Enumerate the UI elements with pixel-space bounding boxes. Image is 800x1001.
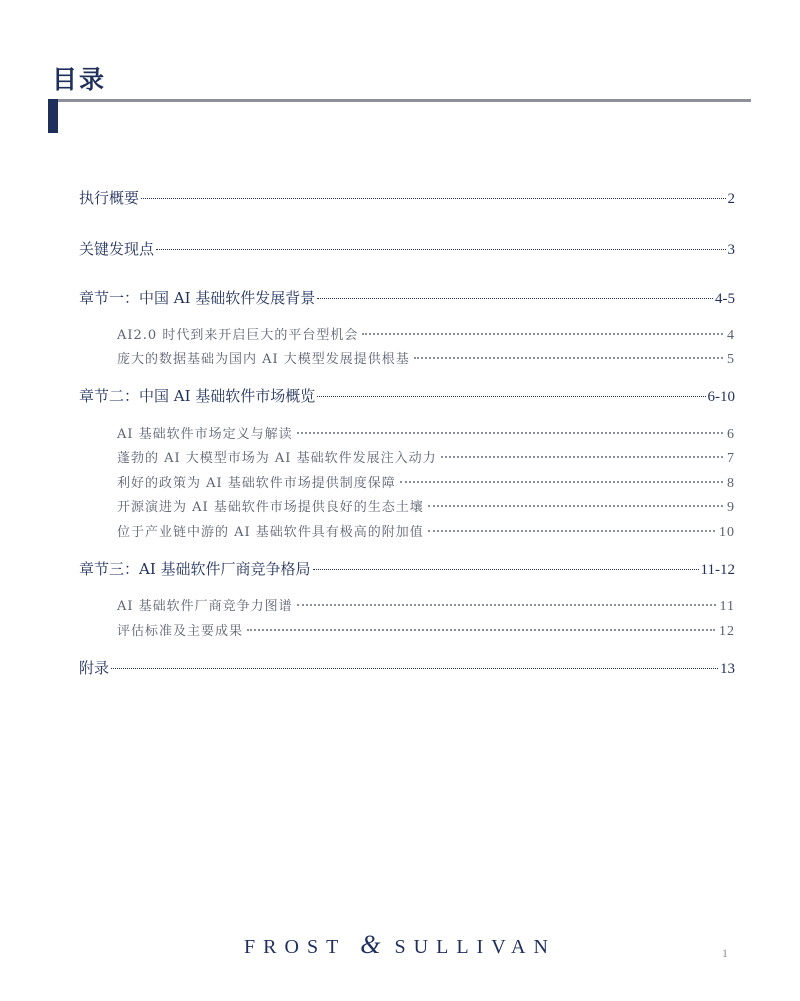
page-title: 目录	[52, 65, 107, 94]
toc-entry-page: 9	[727, 500, 735, 515]
toc-entry-page: 12	[719, 624, 735, 639]
brand-logo-sullivan: SULLIVAN	[394, 936, 556, 958]
toc-entry-page: 3	[727, 242, 735, 258]
toc-entry-label: 关键发现点	[79, 240, 155, 258]
toc-entry-chapter-1[interactable]	[79, 287, 735, 308]
toc-entry-appendix[interactable]	[79, 657, 735, 678]
toc-subentry[interactable]	[117, 348, 735, 368]
toc-subentry[interactable]	[117, 423, 735, 443]
toc-entry-page: 7	[727, 451, 735, 466]
toc-entry-label: 附录	[79, 659, 110, 677]
toc-entry-key-findings[interactable]	[79, 238, 735, 259]
toc-leader-dots	[414, 357, 723, 359]
toc-entry-label: AI 基础软件厂商竞争力图谱	[117, 599, 293, 614]
toc-subentry[interactable]	[117, 447, 735, 467]
toc-subentry[interactable]	[117, 324, 735, 344]
toc-entry-page: 8	[727, 476, 735, 491]
toc-entry-page: 11-12	[700, 562, 735, 578]
toc-entry-label: AI2.0 时代到来开启巨大的平台型机会	[117, 328, 359, 343]
toc-entry-page: 2	[727, 191, 735, 207]
toc-entry-page: 4-5	[715, 291, 735, 307]
toc-leader-dots	[297, 604, 716, 606]
toc-entry-label: 章节二：中国 AI 基础软件市场概览	[79, 387, 316, 405]
title-accent-bar	[48, 99, 58, 133]
toc-leader-dots	[317, 396, 705, 397]
toc-subentry[interactable]	[117, 472, 735, 492]
toc-entry-page: 4	[727, 328, 735, 343]
toc-leader-dots	[313, 569, 699, 570]
toc-subentry[interactable]	[117, 595, 735, 615]
toc-entry-label: 章节一：中国 AI 基础软件发展背景	[79, 289, 316, 307]
toc-entry-label: AI 基础软件市场定义与解读	[117, 427, 293, 442]
toc-leader-dots	[362, 333, 723, 335]
brand-logo-ampersand: &	[360, 930, 381, 959]
toc-entry-page: 13	[720, 661, 735, 677]
toc-leader-dots	[400, 481, 723, 483]
toc-leader-dots	[317, 298, 713, 299]
toc-entry-chapter-2[interactable]	[79, 385, 735, 406]
toc-entry-executive-summary[interactable]	[79, 187, 735, 208]
toc-entry-page: 6-10	[707, 389, 735, 405]
toc-leader-dots	[297, 432, 723, 434]
toc-leader-dots	[441, 456, 723, 458]
toc-leader-dots	[428, 530, 715, 532]
toc-leader-dots	[156, 249, 725, 250]
toc-entry-label: 位于产业链中游的 AI 基础软件具有极高的附加值	[117, 525, 424, 540]
toc-entry-label: 利好的政策为 AI 基础软件市场提供制度保障	[117, 476, 396, 491]
toc-entry-label: 执行概要	[79, 189, 140, 207]
toc-entry-label: 评估标准及主要成果	[117, 624, 244, 639]
brand-logo	[0, 930, 800, 960]
brand-logo-frost: FROST	[244, 936, 347, 958]
page-number: 1	[722, 946, 728, 960]
toc-entry-label: 开源演进为 AI 基础软件市场提供良好的生态土壤	[117, 500, 424, 515]
toc-entry-page: 5	[727, 352, 735, 367]
toc-entry-label: 庞大的数据基础为国内 AI 大模型发展提供根基	[117, 352, 410, 367]
toc-entry-page: 10	[719, 525, 735, 540]
toc-subentry[interactable]	[117, 620, 735, 640]
toc-leader-dots	[247, 629, 715, 631]
toc-leader-dots	[141, 198, 725, 199]
toc-entry-page: 6	[727, 427, 735, 442]
title-divider	[48, 99, 751, 102]
toc-entry-label: 蓬勃的 AI 大模型市场为 AI 基础软件发展注入动力	[117, 451, 437, 466]
toc-subentry[interactable]	[117, 496, 735, 516]
toc-leader-dots	[111, 668, 718, 669]
toc-entry-label: 章节三：AI 基础软件厂商竞争格局	[79, 560, 311, 578]
toc-entry-page: 11	[719, 599, 735, 614]
toc-leader-dots	[428, 505, 723, 507]
toc-subentry[interactable]	[117, 521, 735, 541]
toc-entry-chapter-3[interactable]	[79, 558, 735, 579]
